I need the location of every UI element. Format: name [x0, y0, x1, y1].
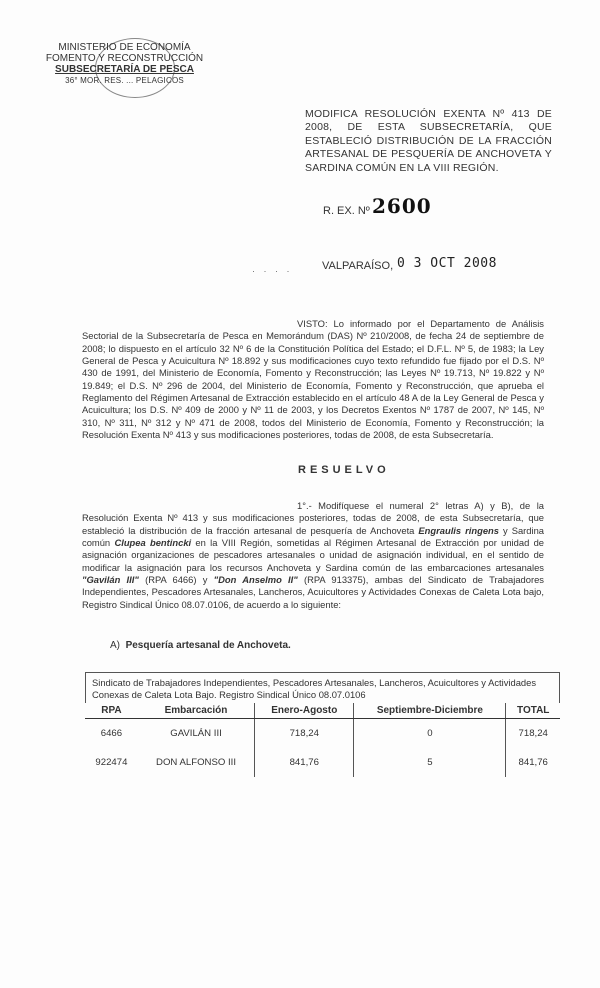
table-row	[85, 748, 560, 777]
article-1-text-d: (RPA 6466) y	[138, 574, 214, 586]
article-1-text-b: y Sardina común	[82, 524, 545, 549]
margin-marks: · · · ·	[252, 266, 293, 276]
ministry-header	[22, 42, 227, 86]
ministry-line-1: MINISTERIO DE ECONOMÍA	[58, 42, 191, 53]
cell-septiembre-diciembre: 0	[354, 719, 506, 749]
section-a-label: Pesquería artesanal de Anchoveta.	[125, 640, 291, 651]
allocation-grid	[85, 703, 560, 777]
ministry-line-2: FOMENTO Y RECONSTRUCCIÓN	[45, 53, 204, 64]
article-1-text-e: (RPA 913375), ambas del Sindicato de Trabajadores Independientes, Pescadores Artesanales, Lancheros, Acuicultores y Actividades Conexas de Caleta Lota bajo, Registro Sindical Único 08.07.0106, de acuerdo a lo siguiente:	[82, 574, 544, 610]
cell-septiembre-diciembre: 5	[354, 748, 506, 777]
vessel-gavilan: "Gavilán III"	[82, 574, 139, 586]
cell-enero-agosto: 841,76	[255, 748, 354, 777]
city-label: VALPARAÍSO,	[322, 260, 394, 272]
resolution-label: R. EX. Nº	[323, 205, 370, 217]
resuelvo-heading: RESUELVO	[298, 464, 390, 476]
cell-total: 718,24	[506, 719, 560, 749]
cell-enero-agosto: 718,24	[255, 719, 354, 749]
col-rpa: RPA	[85, 703, 138, 719]
cell-rpa: 922474	[95, 757, 128, 768]
section-a-letter: A)	[110, 640, 120, 651]
vessel-anselmo: "Don Anselmo II"	[213, 574, 298, 586]
species-sardina: Clupea bentincki	[114, 537, 192, 549]
article-1-text-c: en la VIII Región, sometidas al Régimen Artesanal de Extracción por unidad de asignación organizaciones de pescadores artesanales o unidad de asignación individual, en el sentido de modificar la asignación para los recursos Anchoveta y Sardina común de las embarcaciones artesanales	[82, 537, 544, 573]
ministry-line-3: SUBSECRETARÍA DE PESCA	[55, 64, 194, 75]
col-septiembre-diciembre: Septiembre-Diciembre	[354, 703, 506, 719]
table-row	[85, 719, 560, 749]
visto-paragraph: VISTO: Lo informado por el Departamento de Análisis Sectorial de la Subsecretaría de Pesca en Memorándum (DAS) Nº 210/2008, de fecha 24 de septiembre de 2008; lo dispuesto en el artículo 32 Nº 6 de la Constitución Política del Estado; el D.F.L. Nº 5, de 1983; la Ley General de Pesca y Acuicultura Nº 18.892 y sus modificaciones cuyo texto refundido fue fijado por el D.S. Nº 430 de 1991, del Ministerio de Economía, Fomento y Reconstrucción; las Leyes Nº 19.713, Nº 19.822 y Nº 19.849; el D.S. Nº 296 de 2004, del Ministerio de Economía, Fomento y Reconstrucción, que aprueba el Reglamento del Régimen Artesanal de Extracción establecido en el artículo 48 A de la Ley General de Pesca y Acuicultura; los D.S. Nº 409 de 2000 y Nº 11 de 2003, y los Decretos Exentos Nº 1787 de 2007, Nº 145, Nº 310, Nº 311, Nº 312 y Nº 471 de 2008, todos del Ministerio de Economía, Fomento y Reconstrucción; la Resolución Exenta Nº 413 y sus modificaciones posteriores, todas de 2008, de esta Subsecretaría.	[82, 318, 544, 441]
allocation-table	[85, 672, 560, 777]
cell-total: 841,76	[506, 748, 560, 777]
cell-embarcacion: GAVILÁN III	[170, 728, 222, 739]
organization-name: Sindicato de Trabajadores Independientes, Pescadores Artesanales, Lancheros, Acuicultores y Actividades Conexas de Caleta Lota Bajo. Registro Sindical Único 08.07.0106	[85, 672, 560, 703]
species-anchoveta: Engraulis ringens	[418, 524, 499, 536]
section-a-heading	[110, 640, 291, 651]
cell-rpa: 6466	[100, 728, 123, 739]
cell-embarcacion: DON ALFONSO III	[156, 757, 236, 768]
col-enero-agosto: Enero-Agosto	[255, 703, 354, 719]
resolution-number: 2600	[372, 194, 432, 218]
resolution-title: MODIFICA RESOLUCIÓN EXENTA Nº 413 DE 2008, DE ESTA SUBSECRETARÍA, QUE ESTABLECIÓ DISTRIBUCIÓN DE LA FRACCIÓN ARTESANAL DE PESQUERÍA DE ANCHOVETA Y SARDINA COMÚN EN LA VIII REGIÓN.	[305, 108, 552, 174]
col-embarcacion: Embarcación	[138, 703, 255, 719]
article-1-paragraph	[82, 500, 544, 611]
ministry-line-4: 36° MOR. RES. ... PELAGICOS	[65, 76, 184, 85]
col-total: TOTAL	[506, 703, 560, 719]
table-header-row	[85, 703, 560, 719]
article-1-text-a: 1°.- Modifíquese el numeral 2° letras A) y B), de la Resolución Exenta Nº 413 y sus modificaciones posteriores, todas de 2008, de esta Subsecretaría, que estableció la distribución de la fracción artesanal de pesquería de Anchoveta	[82, 500, 544, 536]
date-stamp: 0 3 OCT 2008	[397, 256, 497, 271]
